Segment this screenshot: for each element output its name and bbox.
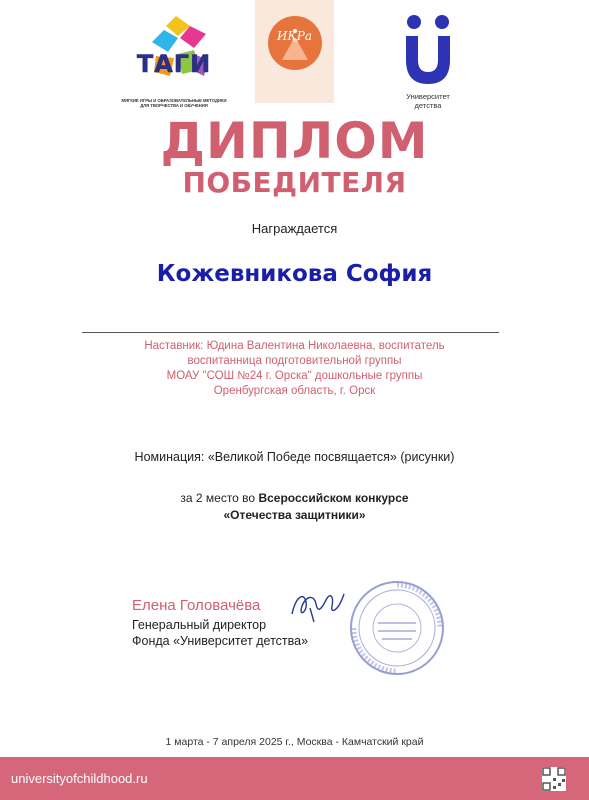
mentor-line: Наставник: Юдина Валентина Николаевна, воспитатель [144,340,445,352]
ikra-logo-word: ИКРа [277,29,312,43]
nomination-text: Номинация: «Великой Победе посвящается» (рисунки) [134,450,455,464]
name-divider [82,332,499,333]
handwritten-signature [286,584,350,628]
footer-bar [0,757,589,800]
place-contest-name: «Отечества защитники» [223,508,366,522]
place-contest: Всероссийском конкурсе [258,491,409,505]
footer-url[interactable]: universityofchildhood.ru [11,771,148,786]
ud-caption-line1: Университет [406,92,450,101]
mentor-info [0,339,589,399]
recipient-name: Кожевникова София [156,261,433,287]
signatory-role-line1: Генеральный директор [132,618,267,632]
official-seal [348,579,446,677]
place-text [0,490,589,524]
diploma-title: ДИПЛОМ [160,112,429,170]
ikra-volcano-icon [268,16,322,70]
place-line1 [0,490,589,507]
diploma-subtitle: ПОБЕДИТЕЛЯ [182,166,407,199]
header-logos [0,0,589,110]
place-prefix: за 2 место во [180,491,256,505]
signatory-name: Елена Головачёва [132,597,261,614]
awarded-label: Награждается [251,221,338,236]
university-of-childhood-logo [392,12,464,108]
tagi-caption-line1: МЯГКИЕ ИГРЫ И ОБРАЗОВАТЕЛЬНЫЕ МЕТОДИКИ [121,98,227,103]
ud-logo-icon [400,12,456,88]
ud-logo-caption [392,92,464,110]
tagi-caption-line2: ДЛЯ ТВОРЧЕСТВА И ОБУЧЕНИЯ [140,103,208,108]
mentor-line: Оренбургская область, г. Орск [213,385,376,397]
mentor-line: МОАУ "СОШ №24 г. Орска" дошкольные группы [166,370,423,382]
tagi-logo-word: ТАГИ [136,50,212,78]
place-line2 [0,507,589,524]
tagi-logo-caption [116,98,232,108]
qr-code-icon [542,767,566,791]
signatory-role [132,617,308,649]
mentor-line: воспитанница подготовительной группы [187,355,402,367]
tagi-logo [116,14,232,106]
dates-and-location: 1 марта - 7 апреля 2025 г., Москва - Камчатский край [165,736,424,748]
ud-caption-line2: детства [414,101,442,110]
signatory-role-line2: Фонда «Университет детства» [132,634,309,648]
ikra-logo [255,0,334,103]
